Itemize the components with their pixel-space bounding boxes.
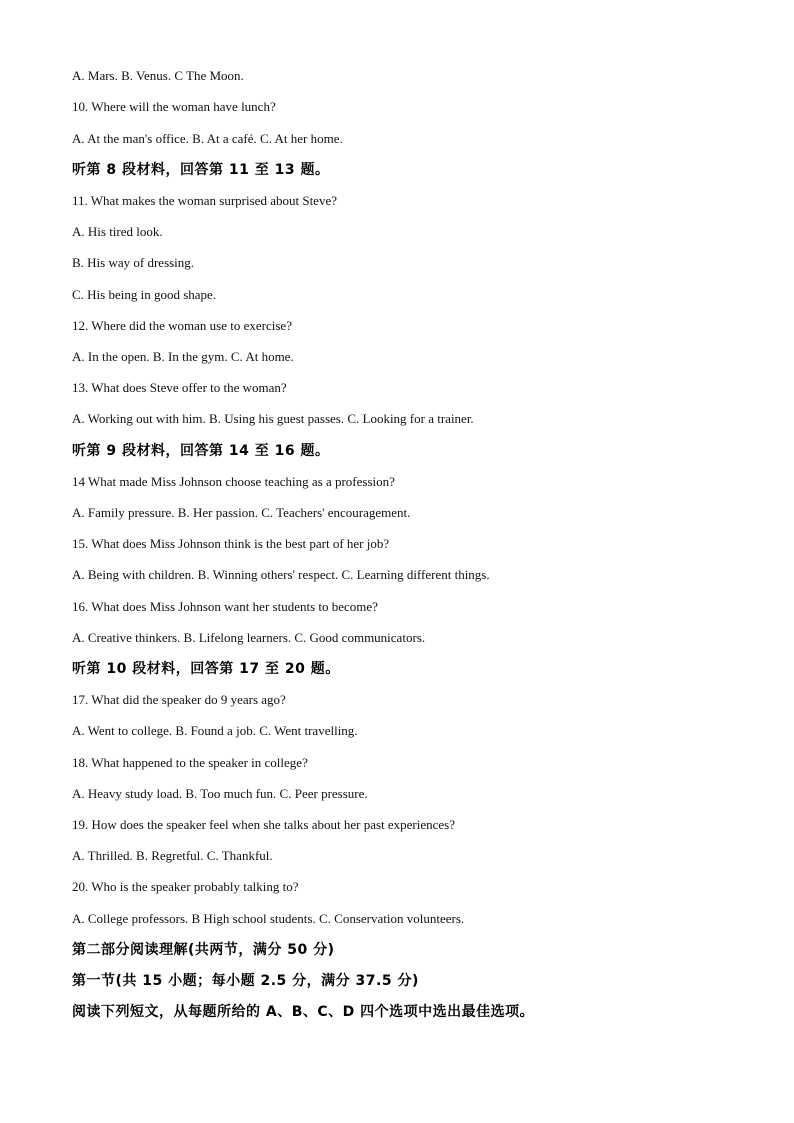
question-15: 15. What does Miss Johnson think is the best part of her job? xyxy=(72,536,390,551)
question-12: 12. Where did the woman use to exercise? xyxy=(72,318,292,333)
question-20: 20. Who is the speaker probably talking to? xyxy=(72,879,299,894)
answer-options-line: A. Creative thinkers. B. Lifelong learners. C. Good communicators. xyxy=(72,630,426,645)
answer-options-line: A. Heavy study load. B. Too much fun. C. Peer pressure. xyxy=(72,786,368,801)
answer-options-line: A. College professors. B High school students. C. Conservation volunteers. xyxy=(72,911,465,926)
section-heading-passage-10: 听第 10 段材料，回答第 17 至 20 题。 xyxy=(72,661,340,677)
answer-options-line: A. Mars. B. Venus. C The Moon. xyxy=(72,68,244,83)
question-10: 10. Where will the woman have lunch? xyxy=(72,99,276,114)
answer-options-line: A. In the open. B. In the gym. C. At home. xyxy=(72,349,294,364)
answer-option-c: C. His being in good shape. xyxy=(72,287,217,302)
question-14: 14 What made Miss Johnson choose teaching as a profession? xyxy=(72,474,395,489)
section-one-heading: 第一节(共 15 小题；每小题 2.5 分，满分 37.5 分) xyxy=(72,973,419,989)
question-16: 16. What does Miss Johnson want her students to become? xyxy=(72,599,378,614)
part-two-heading: 第二部分阅读理解(共两节，满分 50 分) xyxy=(72,942,335,958)
question-18: 18. What happened to the speaker in college? xyxy=(72,755,308,770)
question-17: 17. What did the speaker do 9 years ago? xyxy=(72,692,286,707)
section-heading-passage-8: 听第 8 段材料，回答第 11 至 13 题。 xyxy=(72,162,330,178)
answer-options-line: A. At the man's office. B. At a café. C. At her home. xyxy=(72,131,343,146)
answer-options-line: A. Family pressure. B. Her passion. C. Teachers' encouragement. xyxy=(72,505,411,520)
answer-options-line: A. Went to college. B. Found a job. C. Went travelling. xyxy=(72,723,358,738)
question-19: 19. How does the speaker feel when she talks about her past experiences? xyxy=(72,817,455,832)
reading-instructions: 阅读下列短文，从每题所给的 A、B、C、D 四个选项中选出最佳选项。 xyxy=(72,1004,535,1020)
answer-option-b: B. His way of dressing. xyxy=(72,255,195,270)
section-heading-passage-9: 听第 9 段材料，回答第 14 至 16 题。 xyxy=(72,443,330,459)
answer-options-line: A. Being with children. B. Winning others' respect. C. Learning different things. xyxy=(72,567,490,582)
question-13: 13. What does Steve offer to the woman? xyxy=(72,380,287,395)
answer-options-line: A. Working out with him. B. Using his guest passes. C. Looking for a trainer. xyxy=(72,411,474,426)
answer-option-a: A. His tired look. xyxy=(72,224,163,239)
question-11: 11. What makes the woman surprised about Steve? xyxy=(72,193,337,208)
answer-options-line: A. Thrilled. B. Regretful. C. Thankful. xyxy=(72,848,273,863)
